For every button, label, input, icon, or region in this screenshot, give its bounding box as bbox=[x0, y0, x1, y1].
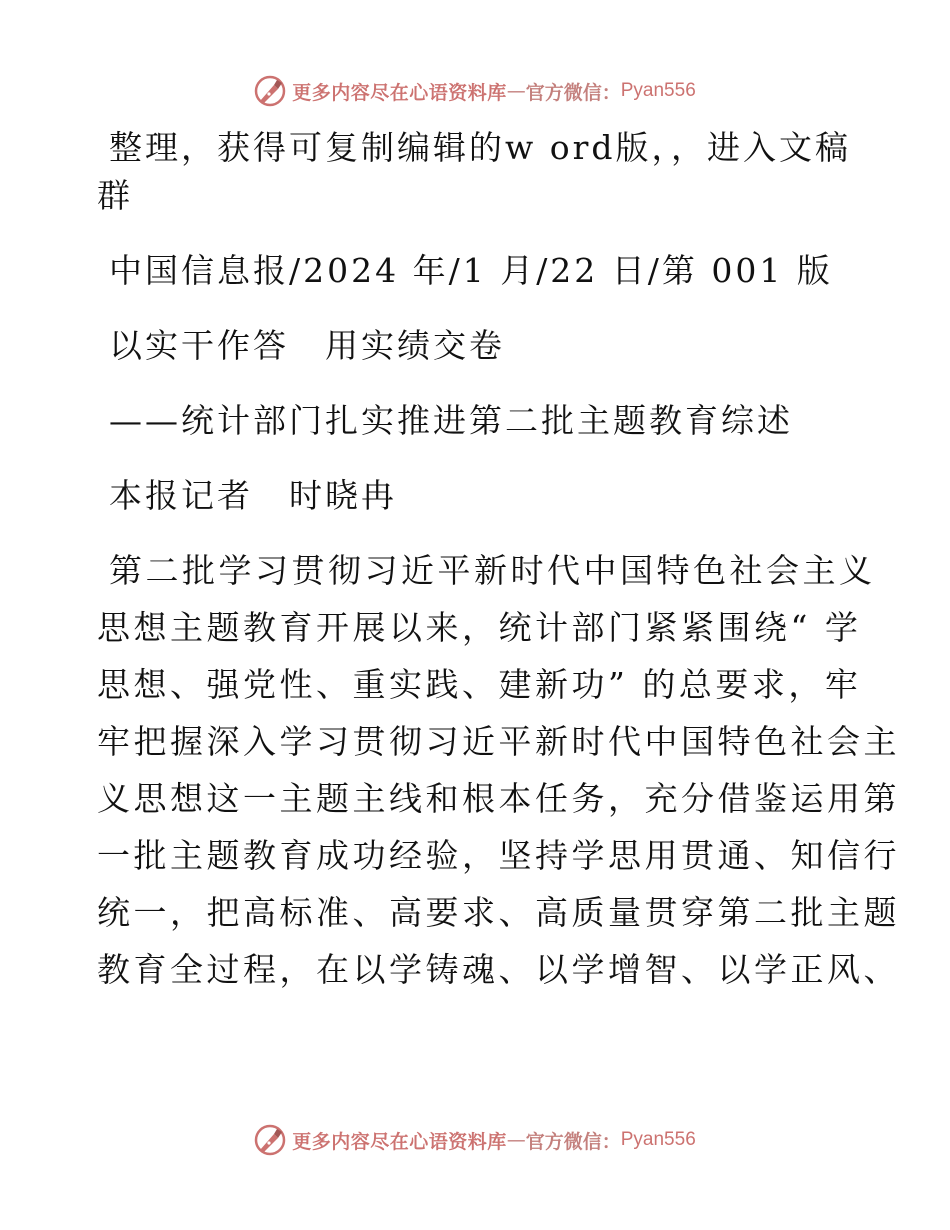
watermark-dash: — bbox=[506, 80, 526, 102]
watermark-main-text: 更多内容尽在心语资料库 bbox=[292, 1130, 507, 1153]
watermark-header bbox=[0, 73, 950, 109]
paragraph-line: 思想主题教育开展以来，统计部门紧紧围绕“ 学 bbox=[97, 608, 862, 647]
paragraph-line: 义思想这一主题主线和根本任务，充分借鉴运用第 bbox=[97, 779, 900, 818]
paragraph-line: 牢把握深入学习贯彻习近平新时代中国特色社会主 bbox=[97, 722, 900, 761]
watermark-main-text: 更多内容尽在心语资料库 bbox=[292, 81, 507, 104]
watermark-wechat-id: Pyan556 bbox=[620, 1129, 696, 1150]
article-title: 以实干作答 用实绩交卷 bbox=[109, 326, 505, 365]
paragraph-line: 统一，把高标准、高要求、高质量贯穿第二批主题 bbox=[97, 893, 900, 932]
watermark-wechat-id: Pyan556 bbox=[620, 80, 696, 101]
article-subtitle: ——统计部门扎实推进第二批主题教育综述 bbox=[109, 401, 793, 440]
paragraph-line: 思想、强党性、重实践、建新功” 的总要求，牢 bbox=[97, 665, 862, 704]
byline: 本报记者 时晓冉 bbox=[109, 476, 397, 515]
intro-line-1: 整理，获得可复制编辑的w ord版，，进入文稿 bbox=[109, 128, 852, 167]
intro-line-2: 群 bbox=[97, 176, 133, 215]
article-paragraph bbox=[97, 542, 900, 998]
pen-logo-icon bbox=[254, 1124, 286, 1156]
paragraph-line: 第二批学习贯彻习近平新时代中国特色社会主义 bbox=[109, 551, 876, 590]
document-body bbox=[97, 124, 900, 998]
pen-logo-icon bbox=[254, 75, 286, 107]
watermark-label: 官方微信： bbox=[525, 1130, 621, 1153]
paragraph-line: 一批主题教育成功经验，坚持学思用贯通、知信行 bbox=[97, 836, 900, 875]
watermark-footer bbox=[0, 1122, 950, 1158]
source-line: 中国信息报/2024 年/1 月/22 日/第 001 版 bbox=[109, 251, 833, 290]
watermark-dash: — bbox=[506, 1129, 526, 1151]
paragraph-line: 教育全过程，在以学铸魂、以学增智、以学正风、 bbox=[97, 950, 900, 989]
watermark-label: 官方微信： bbox=[525, 81, 621, 104]
